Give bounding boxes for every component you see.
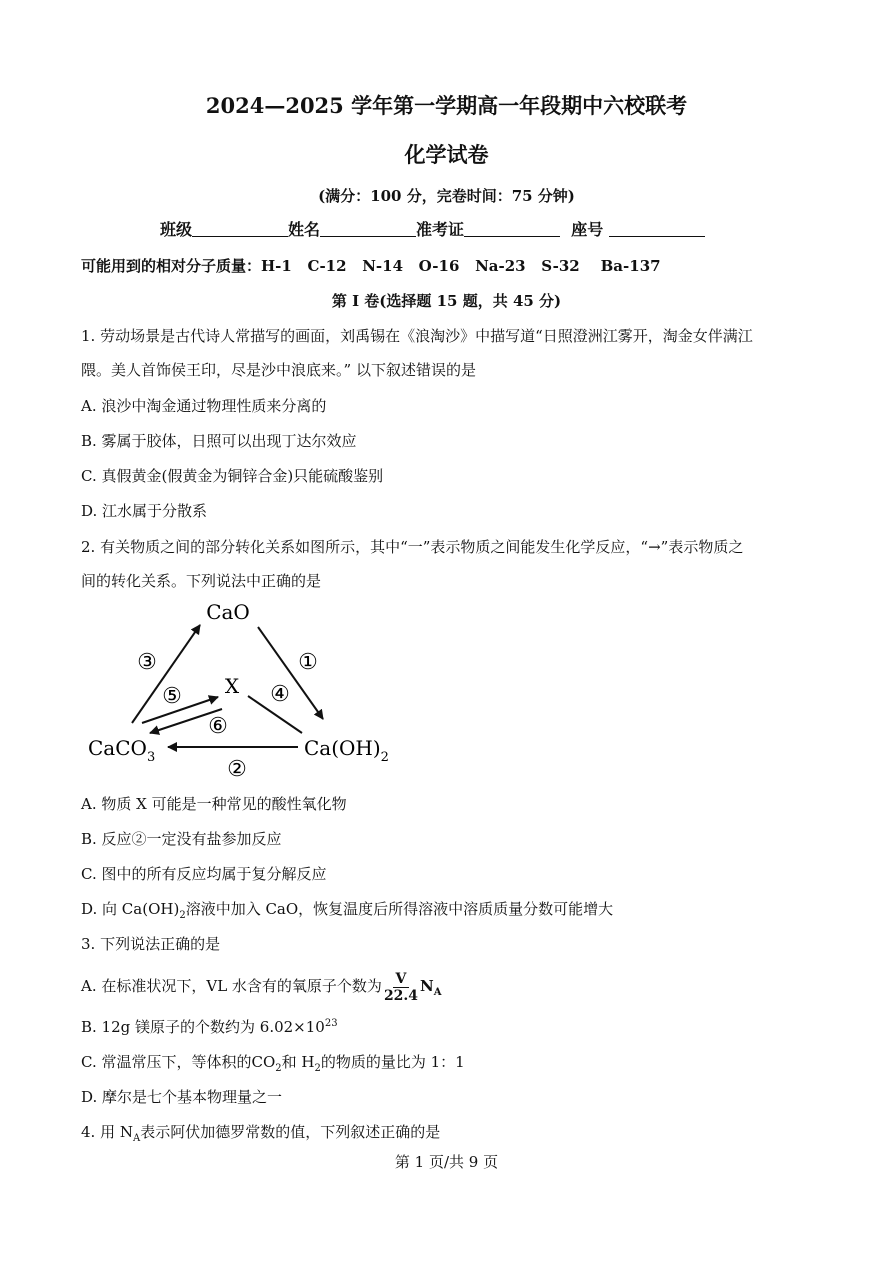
student-fields: [160, 220, 705, 240]
q1-option-d: D. 江水属于分散系: [81, 502, 208, 520]
section-heading: 第 I 卷(选择题 15 题，共 45 分): [331, 292, 562, 310]
name-label: 姓名: [288, 220, 321, 239]
class-blank: [192, 220, 288, 237]
label-6: ⑥: [208, 714, 228, 739]
q2-stem-line1: 2. 有关物质之间的部分转化关系如图所示，其中“一”表示物质之间能发生化学反应，“→”表示物质之: [81, 538, 744, 556]
exam-info: (满分：100 分，完卷时间：75 分钟): [318, 187, 575, 205]
q2-option-d: D. 向 $Ca(OH)_2$溶液中加入 CaO，恢复温度后所得溶液中溶质质量分数可能增大: [81, 900, 614, 921]
q1-stem-line1: 1. 劳动场景是古代诗人常描写的画面，刘禹锡在《浪淘沙》中描写道“日照澄洲江雾开，淘金女伴满江: [81, 327, 753, 345]
q4-stem: 4. 用 $N_A$表示阿伏加德罗常数的值，下列叙述正确的是: [81, 1123, 441, 1144]
exam-title: 2024—2025 学年第一学期高一年段期中六校联考: [205, 93, 688, 118]
seat-label: 座号: [571, 220, 604, 239]
q1-stem-line2: 隈。美人首饰侯王印，尽是沙中浪底来。” 以下叙述错误的是: [81, 361, 476, 379]
q3-stem: 3. 下列说法正确的是: [81, 935, 221, 953]
label-1: ①: [298, 650, 318, 675]
q1-option-a: A. 浪沙中淘金通过物理性质来分离的: [81, 397, 327, 415]
exam-subtitle: 化学试卷: [404, 142, 489, 167]
label-3: ③: [137, 650, 157, 675]
label-5: ⑤: [162, 684, 182, 709]
q1-option-b: B. 雾属于胶体，日照可以出现丁达尔效应: [81, 432, 357, 450]
conversion-diagram: [80, 595, 400, 785]
class-label: 班级: [160, 220, 193, 239]
atomic-masses: 可能用到的相对分子质量：H-1 C-12 N-14 O-16 Na-23 S-32 Ba-137: [81, 257, 661, 275]
fraction-v-over-22.4: $\frac{V}{22.4}$: [383, 970, 419, 1004]
q3-option-d: D. 摩尔是七个基本物理量之一: [81, 1088, 283, 1106]
q2-option-c: C. 图中的所有反应均属于复分解反应: [81, 865, 327, 883]
q1-option-c: C. 真假黄金(假黄金为铜锌合金)只能硫酸鉴别: [81, 467, 384, 485]
node-caco3: CaCO$_3$: [88, 736, 156, 765]
q2-stem-line2: 间的转化关系。下列说法中正确的是: [81, 572, 322, 590]
q3-option-b: B. 12g 镁原子的个数约为 $6.02\times 10^{23}$: [81, 1018, 338, 1036]
q2-option-a: A. 物质 X 可能是一种常见的酸性氧化物: [81, 795, 347, 813]
q3-option-c: C. 常温常压下，等体积的$CO_2$和 $H_2$的物质的量比为 1：1: [81, 1053, 465, 1074]
label-2: ②: [227, 757, 247, 782]
node-caoh2: $Ca(OH)_2$: [304, 736, 389, 765]
node-x: X: [224, 674, 240, 698]
node-cao: CaO: [206, 600, 250, 624]
q3-option-a: A. 在标准状况下，VL 水含有的氧原子个数为 $\frac{V}{22.4}$ $N_A$: [81, 970, 442, 1004]
seat-blank: [609, 220, 705, 237]
page-footer: 第 1 页/共 9 页: [394, 1153, 499, 1171]
name-blank: [320, 220, 416, 237]
exam-id-label: 准考证: [416, 220, 465, 239]
q2-option-b: B. 反应②一定没有盐参加反应: [81, 830, 282, 848]
exam-id-blank: [464, 220, 560, 237]
label-4: ④: [270, 682, 290, 707]
